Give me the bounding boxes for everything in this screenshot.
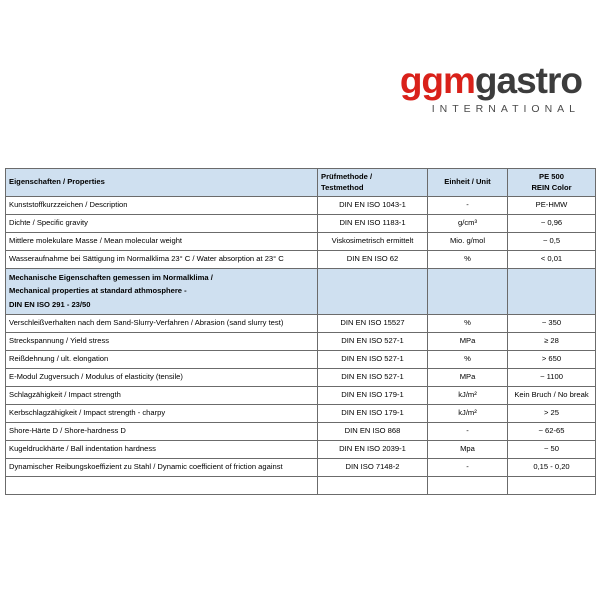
row-unit: kJ/m² (428, 404, 508, 422)
row-method: DIN EN ISO 1043-1 (318, 196, 428, 214)
row-property: Mittlere molekulare Masse / Mean molecular weight (6, 232, 318, 250)
row-method: DIN EN ISO 2039-1 (318, 440, 428, 458)
table-row (6, 368, 596, 386)
row-value: PE-HMW (508, 196, 596, 214)
header-value-line1: PE 500 (539, 172, 564, 181)
row-unit: g/cm³ (428, 214, 508, 232)
header-method-line2: Testmethod (321, 183, 364, 193)
table-row (6, 440, 596, 458)
table-header-row (6, 169, 596, 197)
row-value: ~ 62-65 (508, 422, 596, 440)
row-property: Wasseraufnahme bei Sättigung im Normalklima 23° C / Water absorption at 23° C (6, 250, 318, 268)
table-row (6, 232, 596, 250)
row-method: DIN EN ISO 179-1 (318, 386, 428, 404)
row-method: DIN EN ISO 868 (318, 422, 428, 440)
header-properties: Eigenschaften / Properties (6, 169, 318, 197)
row-method: DIN EN ISO 62 (318, 250, 428, 268)
row-property: Schlagzähigkeit / Impact strength (6, 386, 318, 404)
row-value: ~ 50 (508, 440, 596, 458)
row-value: Kein Bruch / No break (508, 386, 596, 404)
row-property: Dynamischer Reibungskoeffizient zu Stahl / Dynamic coefficient of friction against (6, 458, 318, 476)
table-row-empty (6, 476, 596, 494)
row-value: 0,15 - 0,20 (508, 458, 596, 476)
table-row (6, 458, 596, 476)
empty-property (6, 476, 318, 494)
row-method: DIN ISO 7148-2 (318, 458, 428, 476)
section-method-cell (318, 268, 428, 314)
header-method (318, 169, 428, 197)
section-title-line1: Mechanische Eigenschaften gemessen im Normalklima / (9, 272, 213, 282)
empty-value (508, 476, 596, 494)
row-unit: - (428, 422, 508, 440)
row-unit: - (428, 196, 508, 214)
section-title (6, 268, 318, 314)
row-property: Dichte / Specific gravity (6, 214, 318, 232)
logo-gastro-text: gastro (474, 60, 582, 101)
row-unit: MPa (428, 368, 508, 386)
row-value: > 25 (508, 404, 596, 422)
row-unit: Mio. g/mol (428, 232, 508, 250)
row-unit: % (428, 350, 508, 368)
header-method-line1: Prüfmethode / (321, 172, 373, 181)
row-method: DIN EN ISO 179-1 (318, 404, 428, 422)
row-property: E-Modul Zugversuch / Modulus of elasticity (tensile) (6, 368, 318, 386)
section-title-line3: DIN EN ISO 291 - 23/50 (9, 300, 91, 310)
row-value: ~ 350 (508, 314, 596, 332)
table-row (6, 350, 596, 368)
row-value: > 650 (508, 350, 596, 368)
table-row (6, 314, 596, 332)
table-row (6, 422, 596, 440)
header-value-line2: REIN Color (531, 183, 572, 193)
logo-subtitle: INTERNATIONAL (431, 103, 580, 115)
row-unit: % (428, 314, 508, 332)
logo-wordmark (400, 62, 582, 99)
row-method: DIN EN ISO 527-1 (318, 368, 428, 386)
row-property: Kerbschlagzähigkeit / Impact strength - charpy (6, 404, 318, 422)
row-method: DIN EN ISO 527-1 (318, 332, 428, 350)
row-value: ≥ 28 (508, 332, 596, 350)
row-property: Kugeldruckhärte / Ball indentation hardness (6, 440, 318, 458)
row-method: DIN EN ISO 1183-1 (318, 214, 428, 232)
row-method: DIN EN ISO 527-1 (318, 350, 428, 368)
row-value: ~ 1100 (508, 368, 596, 386)
table-row (6, 332, 596, 350)
row-value: ~ 0,96 (508, 214, 596, 232)
section-header-row (6, 268, 596, 314)
row-property: Reißdehnung / ult. elongation (6, 350, 318, 368)
row-property: Streckspannung / Yield stress (6, 332, 318, 350)
row-property: Kunststoffkurzzeichen / Description (6, 196, 318, 214)
section-value-cell (508, 268, 596, 314)
row-value: < 0,01 (508, 250, 596, 268)
brand-logo (400, 62, 582, 115)
header-value (508, 169, 596, 197)
table-row (6, 404, 596, 422)
table-row (6, 250, 596, 268)
section-title-line2: Mechanical properties at standard athmosphere - (9, 286, 187, 296)
properties-table (5, 168, 596, 495)
row-unit: MPa (428, 332, 508, 350)
row-property: Verschleißverhalten nach dem Sand-Slurry-Verfahren / Abrasion (sand slurry test) (6, 314, 318, 332)
empty-unit (428, 476, 508, 494)
header-unit: Einheit / Unit (428, 169, 508, 197)
row-value: ~ 0,5 (508, 232, 596, 250)
row-unit: kJ/m² (428, 386, 508, 404)
table-row (6, 386, 596, 404)
table-row (6, 214, 596, 232)
row-method: Viskosimetrisch ermittelt (318, 232, 428, 250)
row-unit: % (428, 250, 508, 268)
row-unit: Mpa (428, 440, 508, 458)
row-unit: - (428, 458, 508, 476)
logo-ggm-text: ggm (399, 60, 475, 101)
empty-method (318, 476, 428, 494)
row-method: DIN EN ISO 15527 (318, 314, 428, 332)
table-row (6, 196, 596, 214)
section-unit-cell (428, 268, 508, 314)
row-property: Shore-Härte D / Shore-hardness D (6, 422, 318, 440)
